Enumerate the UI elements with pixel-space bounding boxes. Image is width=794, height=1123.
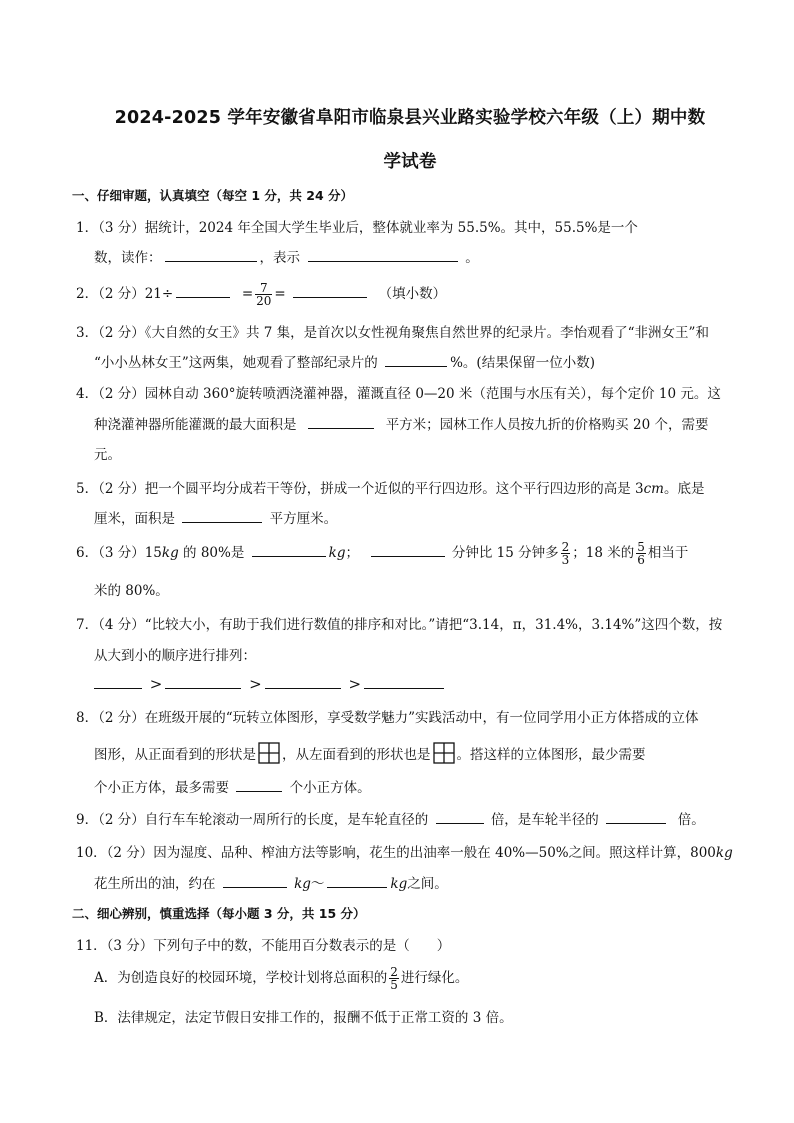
q5-text-b: 厘米，面积是 [94,511,175,527]
q10-text-b: 花生所出的油，约在 [94,876,216,892]
q4-text-b: 种浇灌神器所能灌溉的最大面积是 [94,417,297,433]
section-1-heading: 一、仔细审题，认真填空（每空 1 分，共 24 分） [72,188,354,203]
q5-text-a: 5．（2 分）把一个圆平均分成若干等份，拼成一个近似的平行四边形。这个平行四边形的高是 3 [76,481,644,497]
q2-blank-decimal[interactable] [293,285,367,298]
q11-option-a-text-2: 进行绿化。 [400,970,469,986]
q4-blank-area[interactable] [308,416,374,429]
q7-gt-1: > [149,675,163,693]
q10-tilde: ～ [310,876,325,892]
q10-text-a: 10．（2 分）因为湿度、品种、榨油方法等影响，花生的出油率一般在 40%—50%之间。照这样计算，800 [76,845,716,861]
q2-fraction-denominator: 20 [256,294,272,308]
q10-line-2 [94,872,744,892]
q10-kg-1: kg [294,876,311,892]
q9-blank-diameter[interactable] [436,811,484,824]
q1-text-b: 数，读作： [94,250,162,266]
q6-line-1 [76,541,726,566]
q4-text-c: 平方米；园林工作人员按九折的价格购买 20 个，需要 [385,417,709,433]
q2-blank-divisor[interactable] [176,285,230,298]
q7-line-1: 7．（4 分）“比较大小，有助于我们进行数值的排序和对比。”请把“3.14，π，31.4%，3.14%”这四个数，按 [76,617,723,633]
q4-line-2 [94,413,744,433]
q11-question: 11．（3 分）下列句子中的数，不能用百分数表示的是（ ） [76,938,451,954]
q1-line-2 [94,246,744,266]
q6-kg-1: kg [161,545,179,561]
q2-text-a: 2．（2 分）21÷ [76,286,174,302]
q10-unit: kg [715,845,733,861]
q2-eq-1: = [241,286,254,302]
q1-text-c: ，表示 [259,250,300,266]
q3-text-c: %。(结果保留一位小数) [450,355,595,371]
q5-blank-area[interactable] [182,510,262,523]
q11-option-b[interactable]: B．法律规定，法定节假日安排工作的，报酬不低于正常工资的 3 倍。 [94,1010,513,1026]
q6-fraction-1 [561,541,571,566]
q8-line-3 [94,776,744,796]
q6-text-f: 相当于 [647,545,689,561]
q9-text-b: 倍，是车轮半径的 [490,812,599,828]
q5-line-1 [76,477,726,497]
q6-line-2: 米的 80%。 [94,583,169,599]
q7-gt-3: > [348,675,362,693]
q5-line-2 [94,507,744,527]
q3-text-b: “小小丛林女王”这两集，她观看了整部纪录片的 [94,355,378,371]
q8-text-d: 。搭这样的立体图形，最少需要 [456,747,646,763]
q8-line-2 [94,742,744,764]
q11-option-a-fraction-den: 5 [390,978,398,992]
q5-text-c: 平方厘米。 [269,511,338,527]
q6-fraction-1-den: 3 [561,553,570,567]
q9-line [76,808,726,828]
left-view-grid-icon [433,742,455,764]
q8-text-b: 图形，从正面看到的形状是 [94,747,256,763]
q3-blank-percent[interactable] [385,354,447,367]
q10-blank-max[interactable] [327,875,387,888]
q7-blank-4[interactable] [364,676,444,689]
q6-fraction-1-num: 2 [561,540,570,554]
q3-line-1: 3．（2 分）《大自然的女王》共 7 集，是首次以女性视角聚焦自然世界的纪录片。李怡观看了“非洲女王”和 [76,325,709,341]
q11-option-a-fraction [389,966,399,991]
q10-blank-min[interactable] [223,875,287,888]
q7-blank-3[interactable] [265,676,341,689]
q6-text-d: 分钟比 15 分钟多 [451,545,559,561]
q8-text-f: 个小正方体。 [289,780,371,796]
q6-text-c: ； [345,545,359,561]
q6-text-a: 6．（3 分）15 [76,545,162,561]
q7-gt-2: > [249,675,262,693]
q6-kg-2: kg [328,545,346,561]
q8-text-e: 个小正方体，最多需要 [94,780,229,796]
q3-line-2 [94,351,744,371]
q10-text-c: 之间。 [407,876,448,892]
q8-text-c: ，从左面看到的形状也是 [282,747,431,763]
q6-text-b: 的 80%是 [183,545,245,561]
q10-line-1 [76,841,733,861]
q1-line-1: 1．（3 分）据统计，2024 年全国大学生毕业后，整体就业率为 55.5%。其中，55.5%是一个 [76,220,638,236]
q11-option-a[interactable] [94,966,744,991]
section-2-heading: 二、细心辨别，慎重选择（每小题 3 分，共 15 分） [72,906,366,921]
q7-line-2: 从大到小的顺序进行排列： [94,648,256,664]
q6-fraction-2-num: 5 [637,540,645,554]
q1-text-d: 。 [465,250,479,266]
q1-blank-reading[interactable] [165,249,257,262]
q2-text-end: （填小数） [378,286,447,302]
front-view-grid-icon [258,742,280,764]
page-title [100,96,720,184]
q6-text-e: ；18 米的 [572,545,635,561]
q4-line-3: 元。 [94,447,121,463]
q5-unit: cm [643,481,664,497]
q8-blank-max[interactable] [236,779,282,792]
q2-eq-2: = [274,286,286,302]
q2-line [76,282,726,307]
q9-blank-radius[interactable] [606,811,666,824]
q9-text-c: 倍。 [677,812,705,828]
q2-fraction [255,282,272,307]
q7-blank-1[interactable] [94,676,142,689]
q6-fraction-2-den: 6 [637,553,645,567]
q5-text-a-end: 。底是 [663,481,705,497]
title-line-1: 2024-2025 学年安徽省阜阳市临泉县兴业路实验学校六年级（上）期中数 [114,108,706,128]
q6-blank-kg[interactable] [252,544,326,557]
q7-answer-row [94,675,744,693]
q11-option-a-text-1: A．为创造良好的校园环境，学校计划将总面积的 [94,970,388,986]
q6-blank-minutes[interactable] [371,544,445,557]
q7-blank-2[interactable] [165,676,241,689]
title-line-2: 学试卷 [383,152,437,172]
q6-fraction-2 [636,541,646,566]
q8-line-1: 8．（2 分）在班级开展的“玩转立体图形，享受数学魅力”实践活动中，有一位同学用小正方体搭成的立体 [76,710,699,726]
q2-fraction-numerator: 7 [255,282,272,295]
q11-option-a-fraction-num: 2 [390,965,398,979]
q4-line-1: 4．（2 分）园林自动 360°旋转喷洒浇灌神器，灌溉直径 0—20 米（范围与水压有关），每个定价 10 元。这 [76,386,721,402]
q1-blank-meaning[interactable] [308,249,458,262]
q9-text-a: 9．（2 分）自行车车轮滚动一周所行的长度，是车轮直径的 [76,812,429,828]
q10-kg-2: kg [390,876,408,892]
